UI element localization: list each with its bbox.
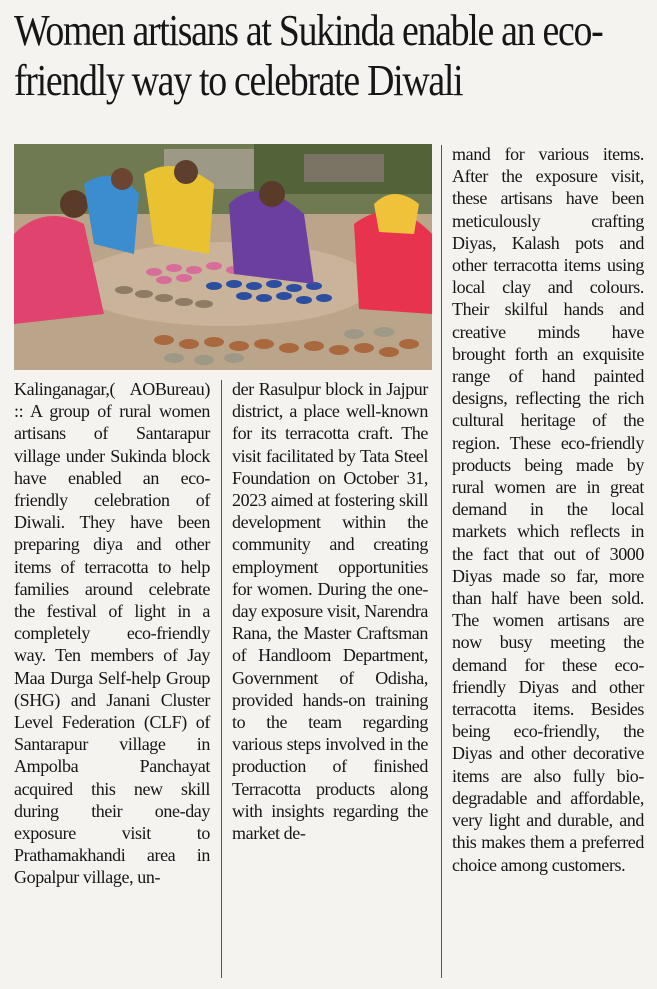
column-divider-1 xyxy=(221,380,222,978)
headline: Women artisans at Sukinda enable an eco-friendly way to celebrate Diwali xyxy=(14,6,603,105)
article-text-col3: mand for various items. After the exposure visit, these artisans have been meticulously crafting Diyas, Kalash pots and other terracotta items using local clay and colours. Their skilful hands and creative minds have brought forth an exquisite range of hand painted designs, reflecting the rich cultural heritage of the region. These eco-friendly products being made by rural women are in great demand in the local markets which reflects in the fact that out of 3000 Diyas made so far, more than half have been sold. The women artisans are now busy meeting the demand for these eco-friendly Diyas and other terracotta items. Besides being eco-friendly, the Diyas and other decorative items are also fully bio-degradable and affordable, very light and durable, and this makes them a preferred choice among customers. xyxy=(452,144,644,875)
article-text-col1: Kalinganagar,( AOBureau) :: A group of rural women artisans of Santarapur village under Sukinda block have enabled an eco-friendly celebration of Diwali. They have been preparing diya and other items of terracotta to help families around celebrate the festival of light in a completely eco-friendly way. Ten members of Jay Maa Durga Self-help Group (SHG) and Janani Cluster Level Federation (CLF) of Santarapur village in Ampolba Panchayat acquired this new skill during their one-day exposure visit to Prathamakhandi area in Gopalpur village, un- xyxy=(14,379,210,888)
artisans-photo xyxy=(14,144,432,370)
article-column-2 xyxy=(232,378,428,844)
article-column-1 xyxy=(14,378,210,889)
article-text-col2: der Rasulpur block in Jajpur district, a place well-known for its terracotta craft. The visit facilitated by Tata Steel Foundation on October 31, 2023 aimed at fostering skill development within the community and creating employment opportunities for women. During the one-day exposure visit, Narendra Rana, the Master Craftsman of Handloom Department, Government of Odisha, provided hands-on training to the team regarding various steps involved in the production of finished Terracotta products along with insights regarding the market de- xyxy=(232,379,428,844)
artisans-photo-illustration xyxy=(14,144,432,370)
column-divider-2 xyxy=(441,145,442,978)
article-column-3 xyxy=(452,143,644,876)
